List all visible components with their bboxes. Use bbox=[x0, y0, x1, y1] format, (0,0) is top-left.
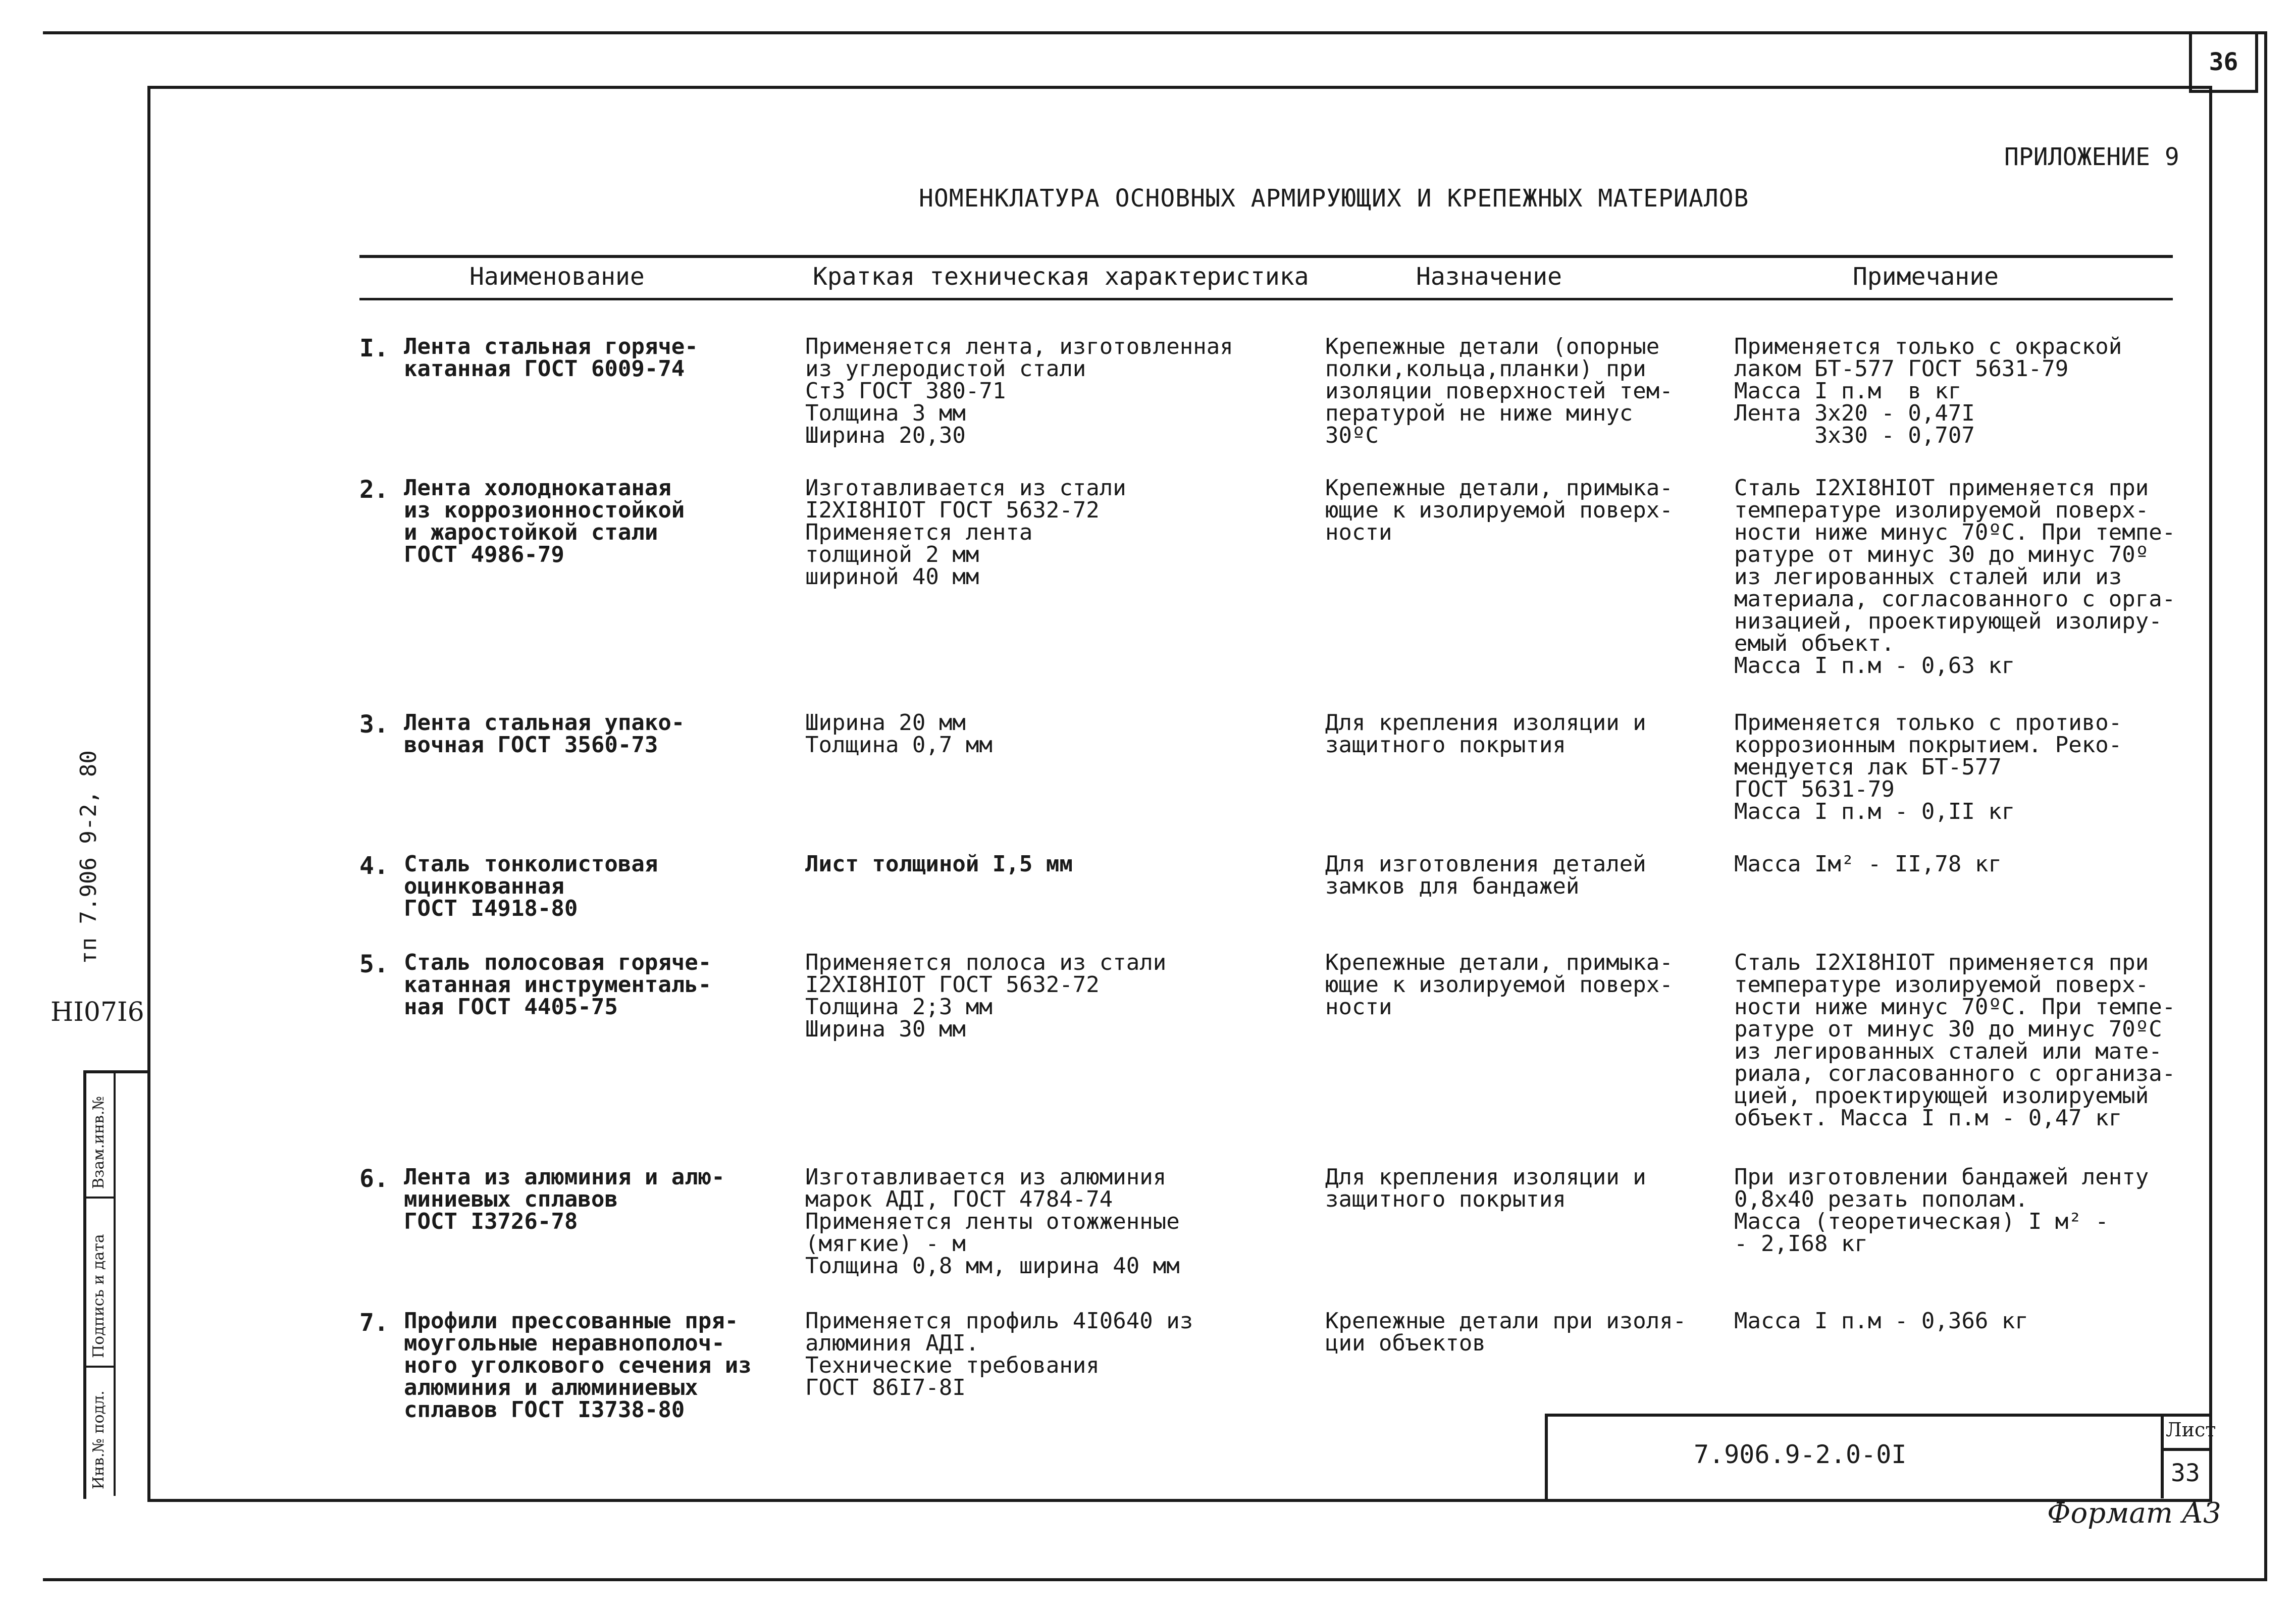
sheet-corner-number: 36 bbox=[2189, 31, 2258, 93]
row-number: I. bbox=[359, 334, 389, 362]
sheet-label: Лист bbox=[2166, 1419, 2216, 1441]
row-note: Сталь I2XI8HIOT применяется при температуре изолируемой поверх- ности ниже минус 70ºС. При темпе- ратуре от минус 30 до минус 70º из легированных сталей или из материала, согласованного с орга- низацией, проектирующей изолиру- емый объект. Масса I п.м - 0,63 кг bbox=[1734, 475, 2176, 679]
col-header-note: Примечание bbox=[1853, 263, 1999, 291]
row-number: 2. bbox=[359, 476, 389, 504]
row-number: 7. bbox=[359, 1309, 389, 1337]
row-purpose: Крепежные детали, примыка- ющие к изолируемой поверх- ности bbox=[1325, 950, 1673, 1020]
row-number: 5. bbox=[359, 950, 389, 978]
row-purpose: Для крепления изоляции и защитного покрытия bbox=[1325, 710, 1646, 758]
row-name: Лента холоднокатаная из коррозионностойкой и жаростойкой стали ГОСТ 4986-79 bbox=[404, 475, 685, 567]
row-note: Масса I п.м - 0,366 кг bbox=[1734, 1308, 2028, 1334]
row-spec: Изготавливается из стали I2XI8HIOT ГОСТ 5632-72 Применяется лента толщиной 2 мм шириной 40 мм bbox=[805, 475, 1126, 590]
row-purpose: Крепежные детали (опорные полки,кольца,планки) при изоляции поверхностей тем- пературой не ниже минус 30ºС bbox=[1325, 334, 1673, 448]
row-purpose: Для крепления изоляции и защитного покрытия bbox=[1325, 1164, 1646, 1212]
row-spec: Изготавливается из алюминия марок АДI, ГОСТ 4784-74 Применяется ленты отожженные (мягкие) - м Толщина 0,8 мм, ширина 40 мм bbox=[805, 1164, 1180, 1279]
row-spec: Применяется профиль 4I0640 из алюминия АДI. Технические требования ГОСТ 86I7-8I bbox=[805, 1308, 1193, 1400]
row-spec: Применяется полоса из стали I2XI8HIOT ГОСТ 5632-72 Толщина 2;3 мм Ширина 30 мм bbox=[805, 950, 1167, 1042]
format-note: Формат А3 bbox=[2047, 1497, 2221, 1530]
appendix-label: ПРИЛОЖЕНИЕ 9 bbox=[2004, 143, 2179, 171]
row-spec: Лист толщиной I,5 мм bbox=[805, 851, 1073, 877]
row-name: Профили прессованные пря- моугольные неравнополоч- ного уголкового сечения из алюминия и алюминиевых сплавов ГОСТ I3738-80 bbox=[404, 1308, 752, 1423]
row-spec: Ширина 20 мм Толщина 0,7 мм bbox=[805, 710, 993, 758]
side-label-replace: Взам.инв.№ bbox=[90, 1096, 108, 1189]
row-number: 3. bbox=[359, 710, 389, 739]
col-header-name: Наименование bbox=[469, 263, 645, 291]
page-title: НОМЕНКЛАТУРА ОСНОВНЫХ АРМИРУЮЩИХ И КРЕПЕЖНЫХ МАТЕРИАЛОВ bbox=[919, 184, 1749, 213]
row-note: Применяется только с противо- коррозионным покрытием. Реко- мендуется лак БТ-577 ГОСТ 5631-79 Масса I п.м - 0,II кг bbox=[1734, 710, 2122, 824]
col-header-spec: Краткая техническая характеристика bbox=[813, 263, 1309, 291]
side-label-inv: Инв.№ подл. bbox=[90, 1390, 108, 1489]
row-purpose: Крепежные детали при изоля- ции объектов bbox=[1325, 1308, 1687, 1356]
row-name: Сталь полосовая горяче- катанная инструменталь- ная ГОСТ 4405-75 bbox=[404, 950, 712, 1020]
row-number: 4. bbox=[359, 852, 389, 880]
row-note: При изготовлении бандажей ленту 0,8х40 резать пополам. Масса (теоретическая) I м² - - 2,I68 кг bbox=[1734, 1164, 2149, 1257]
row-spec: Применяется лента, изготовленная из углеродистой стали Ст3 ГОСТ 380-71 Толщина 3 мм Ширина 20,30 bbox=[805, 334, 1233, 448]
row-name: Лента стальная упако- вочная ГОСТ 3560-73 bbox=[404, 710, 685, 758]
side-strip-divider bbox=[114, 1070, 116, 1496]
row-number: 6. bbox=[359, 1165, 389, 1193]
row-purpose: Крепежные детали, примыка- ющие к изолируемой поверх- ности bbox=[1325, 475, 1673, 545]
side-label-signature: Подпись и дата bbox=[90, 1234, 108, 1358]
row-name: Лента стальная горяче- катанная ГОСТ 6009-74 bbox=[404, 334, 698, 382]
inventory-code: HI07I6 bbox=[50, 997, 144, 1027]
table-top-rule bbox=[359, 255, 2173, 258]
row-name: Сталь тонколистовая оцинкованная ГОСТ I4918-80 bbox=[404, 851, 658, 921]
sheet-box-divider bbox=[2161, 1448, 2209, 1451]
document-code: 7.906.9-2.0-0I bbox=[1694, 1440, 1907, 1469]
row-note: Масса Iм² - II,78 кг bbox=[1734, 851, 2002, 877]
col-header-purpose: Назначение bbox=[1416, 263, 1562, 291]
sheet-number: 33 bbox=[2171, 1459, 2200, 1487]
tp-code: тп 7.906 9-2, 80 bbox=[76, 750, 101, 964]
row-purpose: Для изготовления деталей замков для бандажей bbox=[1325, 851, 1646, 899]
row-name: Лента из алюминия и алю- миниевых сплавов ГОСТ I3726-78 bbox=[404, 1164, 725, 1234]
row-note: Сталь I2XI8HIOT применяется при температуре изолируемой поверх- ности ниже минус 70ºС. При темпе- ратуре от минус 30 до минус 70ºС из легированных сталей или мате- риала, согласованного с организа- цией, проектирующей изолируемый объект. Масса I п.м - 0,47 кг bbox=[1734, 950, 2176, 1131]
row-note: Применяется только с окраской лаком БТ-577 ГОСТ 5631-79 Масса I п.м в кг Лента 3х20 - 0,47I 3х30 - 0,707 bbox=[1734, 334, 2122, 448]
table-header-rule bbox=[359, 298, 2173, 300]
